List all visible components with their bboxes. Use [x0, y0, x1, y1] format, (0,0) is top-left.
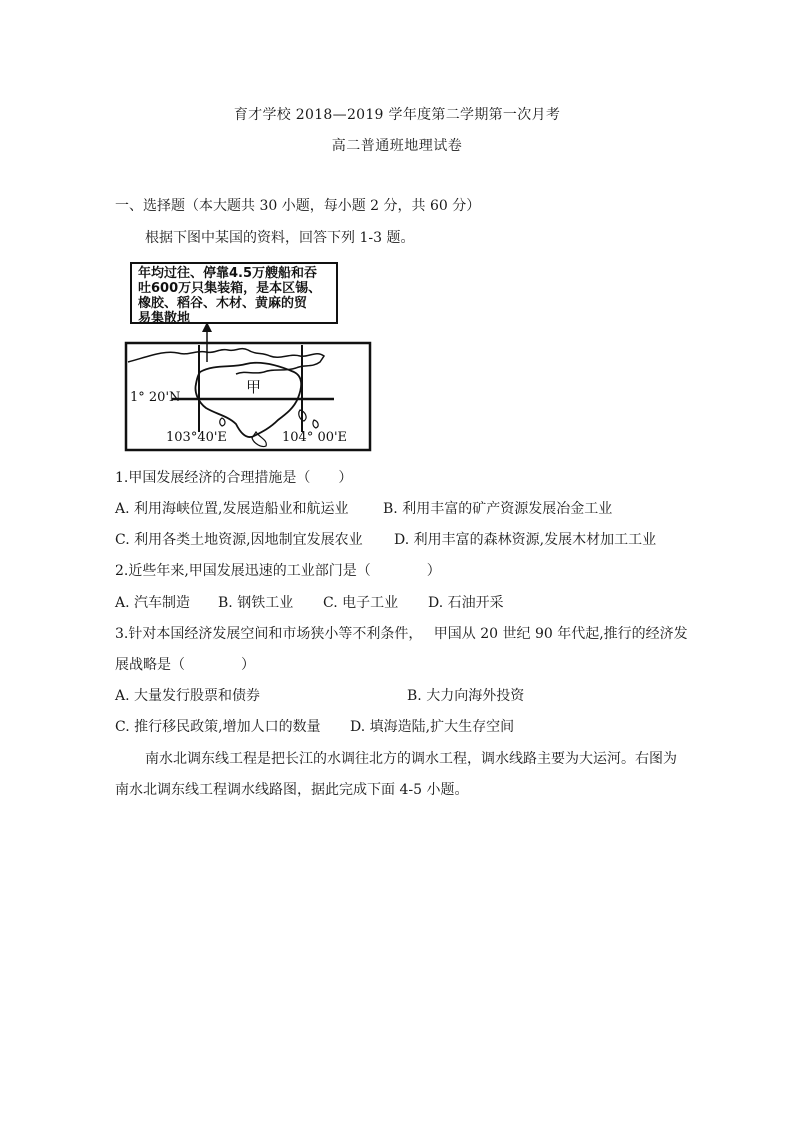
passage-line-1: 南水北调东线工程是把长江的水调往北方的调水工程，调水线路主要为大运河。右图为	[145, 751, 677, 767]
islet	[220, 418, 225, 426]
question-2-stem: 2.近些年来,甲国发展迅速的工业部门是（ ）	[115, 563, 441, 579]
question-3-option-b: B. 大力向海外投资	[407, 688, 525, 704]
question-1-option-d: D. 利用丰富的森林资源,发展木材加工工业	[394, 532, 657, 548]
question-1-option-b: B. 利用丰富的矿产资源发展冶金工业	[383, 501, 613, 517]
question-1-stem: 1.甲国发展经济的合理措施是（ ）	[115, 470, 353, 486]
callout-line: 年均过往、停靠4.5万艘船和吞	[138, 266, 318, 281]
question-1-option-a: A. 利用海峡位置,发展造船业和航运业	[115, 501, 349, 517]
question-3-option-d: D. 填海造陆,扩大生存空间	[350, 719, 515, 735]
callout-line: 橡胶、稻谷、木材、黄麻的贸	[138, 296, 308, 311]
exam-subtitle: 高二普通班地理试卷	[331, 138, 463, 154]
latitude-label: 1° 20'N	[130, 390, 181, 405]
question-1-option-c: C. 利用各类土地资源,因地制宜发展农业	[115, 532, 363, 548]
question-2-option-c: C. 电子工业	[323, 595, 399, 611]
callout-line: 吐600万只集装箱，是本区锡、	[138, 281, 322, 296]
question-3-stem-line1: 3.针对本国经济发展空间和市场狭小等不利条件， 甲国从 20 世纪 90 年代起,推行的经济发	[115, 626, 688, 642]
section-intro: 根据下图中某国的资料，回答下列 1-3 题。	[145, 230, 415, 246]
question-3-option-c: C. 推行移民政策,增加人口的数量	[115, 719, 321, 735]
passage-line-2: 南水北调东线工程调水线路图，据此完成下面 4-5 小题。	[115, 782, 469, 798]
question-2-option-a: A. 汽车制造	[115, 595, 191, 611]
section-heading: 一、选择题（本大题共 30 小题，每小题 2 分，共 60 分）	[115, 198, 481, 214]
longitude-label-left: 103°40'E	[166, 430, 227, 445]
longitude-label-right: 104° 00'E	[282, 430, 348, 445]
callout-arrow-head	[202, 322, 212, 332]
islet	[313, 420, 318, 428]
question-3-option-a: A. 大量发行股票和债券	[115, 688, 261, 704]
exam-title: 育才学校 2018—2019 学年度第二学期第一次月考	[233, 107, 561, 123]
mainland-coast	[128, 349, 324, 374]
question-2-option-b: B. 钢铁工业	[218, 595, 294, 611]
map-drawing	[0, 0, 794, 470]
question-3-stem-line2: 展战略是（ ）	[115, 657, 255, 673]
country-label: 甲	[246, 378, 262, 396]
question-2-option-d: D. 石油开采	[428, 595, 504, 611]
callout-line: 易集散地	[138, 311, 191, 326]
